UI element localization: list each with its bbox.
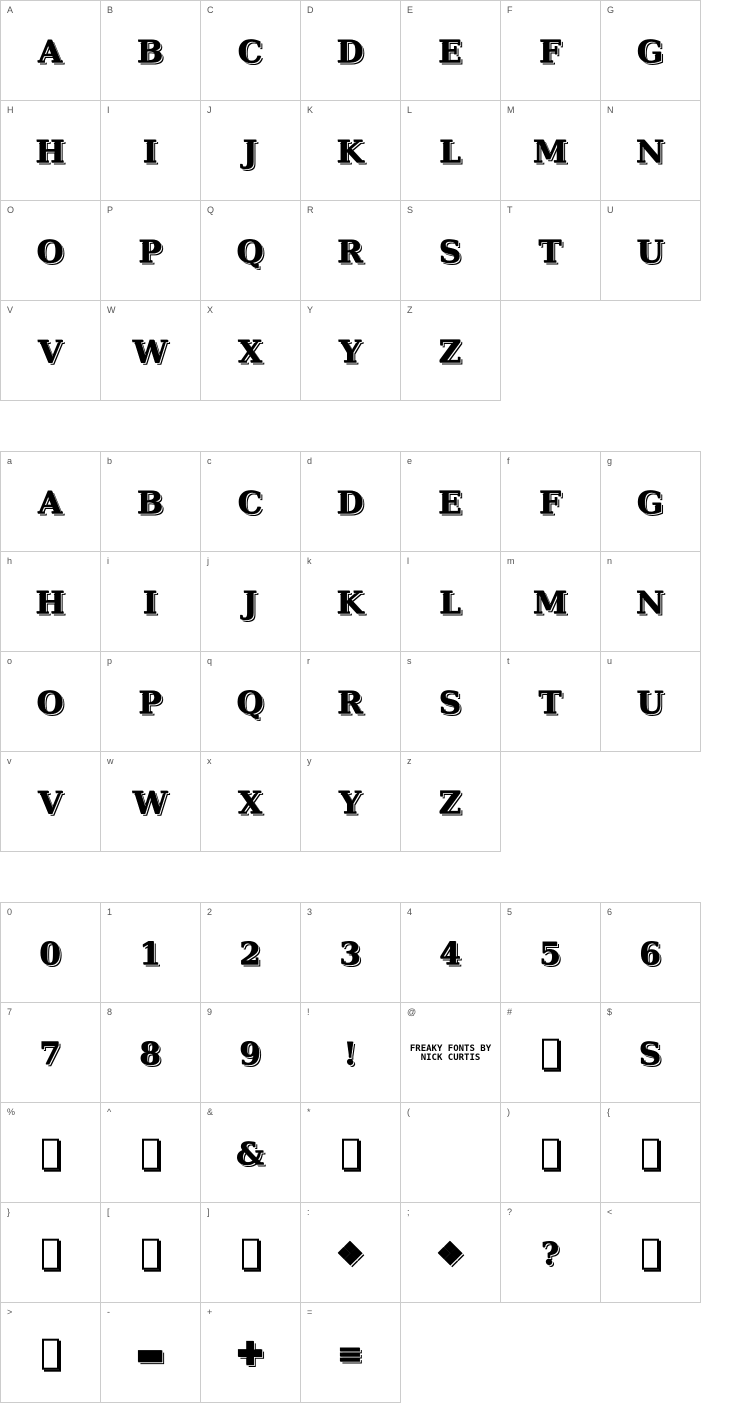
glyph-cell[interactable] [401, 301, 501, 401]
glyph-sample: C [237, 485, 264, 522]
glyph-sample: X [238, 785, 263, 822]
glyph-cell[interactable] [201, 652, 301, 752]
glyph-sample: & [236, 1136, 265, 1173]
glyph-sample: ▬ [135, 1336, 166, 1373]
glyph-code-label: t [507, 656, 510, 666]
glyph-sample [1, 1137, 100, 1171]
glyph-code-label: ^ [107, 1107, 112, 1117]
glyph-code-label: h [7, 556, 13, 566]
glyph-cell[interactable] [501, 452, 601, 552]
glyph-cell[interactable] [401, 1, 501, 101]
glyph-sample: J [242, 134, 259, 171]
glyph-sample: 9 [239, 1036, 262, 1073]
glyph-sample: Y [339, 785, 362, 822]
glyph-sample: E [438, 485, 463, 522]
glyph-sample [1, 1337, 100, 1371]
glyph-sample: P [138, 685, 163, 722]
glyph-cell[interactable] [301, 452, 401, 552]
glyph-sample: 2 [239, 936, 262, 973]
glyph-code-label: E [407, 5, 414, 15]
glyph-cell[interactable] [501, 1003, 601, 1103]
glyph-sample: B [137, 485, 164, 522]
glyph-code-label: V [7, 305, 14, 315]
glyph-code-label: j [207, 556, 209, 566]
glyph-cell[interactable] [601, 552, 701, 652]
glyph-cell[interactable] [101, 552, 201, 652]
glyph-cell[interactable] [1, 1003, 101, 1103]
glyph-sample: W [132, 334, 169, 371]
glyph-code-label: = [307, 1307, 313, 1317]
glyph-cell[interactable] [301, 552, 401, 652]
glyph-sample: S [439, 685, 462, 722]
glyph-sample [101, 1137, 200, 1171]
grid-spacer [401, 1303, 501, 1403]
glyph-cell[interactable] [501, 101, 601, 201]
glyph-sample: B [137, 34, 164, 71]
glyph-sample: D [336, 34, 365, 71]
glyph-code-label: L [407, 105, 413, 115]
glyph-sample: 7 [39, 1036, 62, 1073]
glyph-cell[interactable] [401, 1003, 501, 1103]
glyph-code-label: ? [507, 1207, 513, 1217]
glyph-sample [201, 1237, 300, 1271]
glyph-code-label: : [307, 1207, 310, 1217]
glyph-code-label: r [307, 656, 310, 666]
glyph-block-uppercase [0, 0, 701, 401]
glyph-code-label: K [307, 105, 314, 115]
glyph-code-label: x [207, 756, 212, 766]
glyph-cell[interactable] [101, 301, 201, 401]
glyph-code-label: - [107, 1307, 110, 1317]
glyph-code-label: k [307, 556, 312, 566]
glyph-sample: E [438, 34, 463, 71]
glyph-cell[interactable] [201, 752, 301, 852]
glyph-sample: A [38, 34, 63, 71]
glyph-cell[interactable] [301, 1203, 401, 1303]
glyph-code-label: I [107, 105, 110, 115]
glyph-cell[interactable] [201, 903, 301, 1003]
glyph-cell[interactable] [501, 903, 601, 1003]
glyph-code-label: b [107, 456, 113, 466]
glyph-code-label: R [307, 205, 314, 215]
glyph-sample: ! [343, 1036, 358, 1073]
glyph-code-label: o [7, 656, 13, 666]
glyph-cell[interactable] [501, 1103, 601, 1203]
glyph-cell[interactable] [1, 301, 101, 401]
glyph-code-label: S [407, 205, 414, 215]
glyph-code-label: F [507, 5, 513, 15]
glyph-sample: P [138, 234, 163, 271]
glyph-code-label: ; [407, 1207, 410, 1217]
glyph-cell[interactable] [401, 201, 501, 301]
glyph-code-label: ] [207, 1207, 210, 1217]
glyph-cell[interactable] [401, 1103, 501, 1203]
glyph-cell[interactable] [101, 752, 201, 852]
glyph-sample: O [36, 685, 65, 722]
glyph-code-label: % [7, 1107, 16, 1117]
glyph-sample: G [637, 485, 664, 522]
glyph-cell[interactable] [1, 552, 101, 652]
glyph-code-label: w [107, 756, 114, 766]
glyph-sample: 0 [39, 936, 62, 973]
glyph-code-label: 0 [7, 907, 13, 917]
glyph-cell[interactable] [101, 101, 201, 201]
glyph-cell[interactable] [1, 1103, 101, 1203]
glyph-sample: J [242, 585, 259, 622]
glyph-code-label: 8 [107, 1007, 113, 1017]
glyph-sample: L [439, 134, 462, 171]
glyph-code-label: n [607, 556, 613, 566]
glyph-code-label: # [507, 1007, 513, 1017]
glyph-code-label: G [607, 5, 615, 15]
glyph-cell[interactable] [501, 652, 601, 752]
glyph-sample: ✚ [237, 1336, 264, 1373]
glyph-cell[interactable] [601, 1103, 701, 1203]
glyph-sample: O [36, 234, 65, 271]
glyph-cell[interactable] [101, 1203, 201, 1303]
glyph-sample [501, 1137, 600, 1171]
glyph-code-label: 7 [7, 1007, 13, 1017]
glyph-code-label: W [107, 305, 116, 315]
glyph-block-symbols [0, 902, 701, 1403]
grid-spacer [601, 752, 701, 852]
glyph-code-label: Z [407, 305, 413, 315]
glyph-sample: ❖ [436, 1236, 465, 1273]
glyph-sample: 8 [139, 1036, 162, 1073]
glyph-code-label: g [607, 456, 613, 466]
glyph-cell[interactable] [101, 652, 201, 752]
glyph-cell[interactable] [501, 552, 601, 652]
glyph-sample: ≡ [337, 1336, 364, 1373]
glyph-sample: V [38, 785, 63, 822]
glyph-code-label: 9 [207, 1007, 213, 1017]
glyph-sample: FREAKY FONTS BY NICK CURTIS [409, 1043, 492, 1063]
glyph-code-label: H [7, 105, 14, 115]
glyph-cell[interactable] [201, 201, 301, 301]
glyph-code-label: p [107, 656, 113, 666]
glyph-code-label: ) [507, 1107, 510, 1117]
glyph-code-label: P [107, 205, 114, 215]
glyph-sample: N [636, 134, 665, 171]
glyph-cell[interactable] [501, 1, 601, 101]
glyph-sample: S [439, 234, 462, 271]
glyph-code-label: > [7, 1307, 13, 1317]
glyph-sample [601, 1137, 700, 1171]
glyph-cell[interactable] [401, 903, 501, 1003]
glyph-code-label: & [207, 1107, 214, 1117]
glyph-code-label: 3 [307, 907, 313, 917]
glyph-code-label: 2 [207, 907, 213, 917]
glyph-sample: W [132, 785, 169, 822]
glyph-sample: L [439, 585, 462, 622]
glyph-code-label: c [207, 456, 212, 466]
glyph-code-label: e [407, 456, 413, 466]
grid-spacer [501, 752, 601, 852]
glyph-cell[interactable] [301, 652, 401, 752]
glyph-code-label: U [607, 205, 614, 215]
glyph-sample: A [38, 485, 63, 522]
grid-spacer [601, 301, 701, 401]
glyph-cell[interactable] [301, 301, 401, 401]
glyph-code-label: 5 [507, 907, 513, 917]
glyph-cell[interactable] [201, 1, 301, 101]
glyph-code-label: y [307, 756, 312, 766]
glyph-sample: Z [438, 785, 463, 822]
glyph-code-label: u [607, 656, 613, 666]
glyph-cell[interactable] [201, 1003, 301, 1103]
glyph-cell[interactable] [101, 1103, 201, 1203]
glyph-cell[interactable] [301, 752, 401, 852]
glyph-sample [601, 1237, 700, 1271]
glyph-code-label: < [607, 1207, 613, 1217]
glyph-sample: U [636, 234, 665, 271]
grid-spacer [501, 1303, 601, 1403]
glyph-cell[interactable] [301, 1303, 401, 1403]
glyph-sample: 5 [539, 936, 562, 973]
block-separator [0, 852, 740, 902]
glyph-cell[interactable] [201, 1103, 301, 1203]
glyph-cell[interactable] [101, 1, 201, 101]
glyph-code-label: q [207, 656, 213, 666]
glyph-code-label: C [207, 5, 214, 15]
glyph-sample [1, 1237, 100, 1271]
glyph-cell[interactable] [1, 201, 101, 301]
glyph-cell[interactable] [601, 101, 701, 201]
glyph-sample: F [539, 485, 562, 522]
glyph-cell[interactable] [401, 1203, 501, 1303]
glyph-sample: Q [236, 234, 265, 271]
glyph-sample: 1 [139, 936, 162, 973]
glyph-code-label: [ [107, 1207, 110, 1217]
glyph-cell[interactable] [101, 1303, 201, 1403]
glyph-sample: Q [236, 685, 265, 722]
glyph-code-label: } [7, 1207, 11, 1217]
glyph-code-label: d [307, 456, 313, 466]
glyph-sample: H [35, 585, 66, 622]
glyph-code-label: J [207, 105, 212, 115]
glyph-code-label: Y [307, 305, 314, 315]
glyph-sample: X [238, 334, 263, 371]
glyph-code-label: $ [607, 1007, 613, 1017]
glyph-sample: D [336, 485, 365, 522]
glyph-sample [301, 1137, 400, 1171]
glyph-code-label: 6 [607, 907, 613, 917]
glyph-code-label: O [7, 205, 15, 215]
glyph-code-label: s [407, 656, 412, 666]
glyph-cell[interactable] [401, 652, 501, 752]
glyph-sample: I [142, 134, 158, 171]
block-separator [0, 401, 740, 451]
glyph-cell[interactable] [401, 101, 501, 201]
glyph-sample: M [533, 585, 568, 622]
glyph-sample: U [636, 685, 665, 722]
glyph-cell[interactable] [501, 201, 601, 301]
glyph-sample: C [237, 34, 264, 71]
glyph-cell[interactable] [101, 903, 201, 1003]
glyph-sample: F [539, 34, 562, 71]
glyph-sample: V [38, 334, 63, 371]
glyph-block-lowercase [0, 451, 701, 852]
glyph-cell[interactable] [301, 1, 401, 101]
glyph-cell[interactable] [501, 1203, 601, 1303]
glyph-cell[interactable] [601, 903, 701, 1003]
glyph-cell[interactable] [1, 652, 101, 752]
glyph-sample: S [639, 1036, 662, 1073]
glyph-sample: G [637, 34, 664, 71]
glyph-code-label: l [407, 556, 409, 566]
glyph-code-label: i [107, 556, 109, 566]
glyph-sample: T [538, 234, 563, 271]
glyph-code-label: a [7, 456, 13, 466]
glyph-sample: 6 [639, 936, 662, 973]
glyph-code-label: Q [207, 205, 215, 215]
glyph-sample: T [538, 685, 563, 722]
glyph-sample: Y [339, 334, 362, 371]
glyph-code-label: 1 [107, 907, 113, 917]
glyph-cell[interactable] [401, 752, 501, 852]
glyph-cell[interactable] [201, 101, 301, 201]
glyph-code-label: ! [307, 1007, 310, 1017]
glyph-sample: K [336, 585, 365, 622]
glyph-code-label: ( [407, 1107, 410, 1117]
glyph-cell[interactable] [1, 903, 101, 1003]
glyph-code-label: D [307, 5, 314, 15]
glyph-sample: 3 [339, 936, 362, 973]
glyph-cell[interactable] [101, 1003, 201, 1103]
glyph-sample [101, 1237, 200, 1271]
glyph-cell[interactable] [601, 201, 701, 301]
glyph-sample [501, 1037, 600, 1071]
glyph-code-label: B [107, 5, 114, 15]
glyph-cell[interactable] [201, 552, 301, 652]
glyph-code-label: M [507, 105, 515, 115]
glyph-cell[interactable] [601, 1203, 701, 1303]
glyph-cell[interactable] [601, 1, 701, 101]
glyph-sample: K [336, 134, 365, 171]
glyph-cell[interactable] [1, 1, 101, 101]
glyph-code-label: A [7, 5, 14, 15]
glyph-sample: ❖ [336, 1236, 365, 1273]
glyph-sample: I [142, 585, 158, 622]
glyph-cell[interactable] [401, 452, 501, 552]
glyph-cell[interactable] [201, 1203, 301, 1303]
glyph-code-label: { [607, 1107, 611, 1117]
glyph-cell[interactable] [201, 301, 301, 401]
glyph-code-label: X [207, 305, 214, 315]
glyph-code-label: + [207, 1307, 213, 1317]
glyph-cell[interactable] [1, 752, 101, 852]
glyph-sample: M [533, 134, 568, 171]
glyph-code-label: m [507, 556, 515, 566]
glyph-cell[interactable] [1, 1303, 101, 1403]
glyph-cell[interactable] [1, 101, 101, 201]
glyph-code-label: v [7, 756, 12, 766]
glyph-sample: 4 [439, 936, 462, 973]
glyph-cell[interactable] [601, 652, 701, 752]
glyph-sample: Z [438, 334, 463, 371]
glyph-cell[interactable] [301, 201, 401, 301]
glyph-sample: H [35, 134, 66, 171]
glyph-sample: R [337, 685, 364, 722]
glyph-code-label: T [507, 205, 513, 215]
glyph-cell[interactable] [301, 903, 401, 1003]
grid-spacer [501, 301, 601, 401]
glyph-code-label: @ [407, 1007, 417, 1017]
glyph-cell[interactable] [201, 1303, 301, 1403]
glyph-cell[interactable] [101, 201, 201, 301]
glyph-cell[interactable] [601, 1003, 701, 1103]
glyph-cell[interactable] [301, 1003, 401, 1103]
glyph-code-label: z [407, 756, 412, 766]
glyph-sample: ? [541, 1236, 560, 1273]
glyph-code-label: N [607, 105, 614, 115]
glyph-code-label: 4 [407, 907, 413, 917]
glyph-code-label: f [507, 456, 510, 466]
glyph-cell[interactable] [201, 452, 301, 552]
glyph-cell[interactable] [601, 452, 701, 552]
glyph-cell[interactable] [401, 552, 501, 652]
glyph-code-label: * [307, 1107, 311, 1117]
glyph-cell[interactable] [1, 1203, 101, 1303]
glyph-cell[interactable] [301, 101, 401, 201]
glyph-cell[interactable] [1, 452, 101, 552]
glyph-cell[interactable] [101, 452, 201, 552]
glyph-sample: N [636, 585, 665, 622]
grid-spacer [601, 1303, 701, 1403]
glyph-sample: R [337, 234, 364, 271]
glyph-cell[interactable] [301, 1103, 401, 1203]
